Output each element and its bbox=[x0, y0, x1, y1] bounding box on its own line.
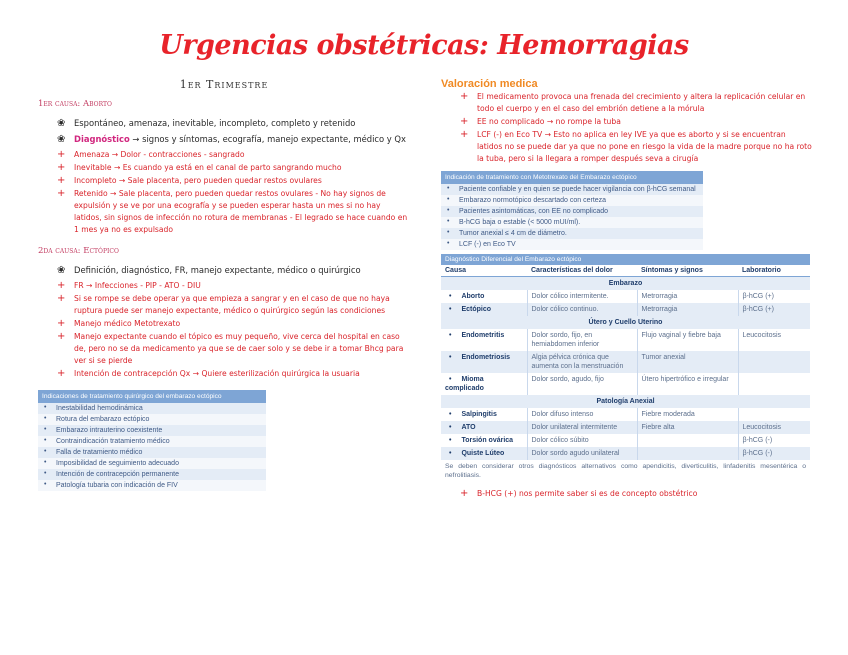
list-item: + Incompleto → Sale placenta, pero pueden quedar restos ovulares bbox=[57, 175, 322, 186]
table-note: Se deben considerar otros diagnósticos alternativos como apendicitis, diverticulitis, linfadenitis mesentérica o nefrolitiasis. bbox=[441, 460, 810, 482]
methotrexate-table bbox=[441, 171, 703, 250]
table-row: • LCF (-) en Eco TV bbox=[441, 239, 703, 250]
plus-icon: + bbox=[57, 331, 66, 342]
right-column bbox=[441, 78, 813, 501]
flower-icon: ❀ bbox=[57, 134, 66, 145]
table-row: • Contraindicación tratamiento médico bbox=[38, 436, 266, 447]
bullet-icon: • bbox=[447, 207, 450, 214]
bullet-icon: • bbox=[44, 404, 47, 411]
bullet-icon: • bbox=[449, 332, 452, 339]
table-row: • Falla de tratamiento médico bbox=[38, 447, 266, 458]
list-item: + Intención de contracepción Qx → Quiere esterilización quirúrgica la usuaria bbox=[57, 368, 360, 379]
differential-diagnosis-table bbox=[441, 254, 810, 482]
assessment-list bbox=[441, 91, 813, 165]
bullet-icon: • bbox=[449, 306, 452, 313]
column-header: Síntomas y signos bbox=[637, 265, 738, 277]
group-header: Patología Anexial bbox=[441, 395, 810, 408]
bullet-icon: • bbox=[44, 459, 47, 466]
plus-icon: + bbox=[57, 280, 66, 291]
surgical-indications-table bbox=[38, 390, 266, 491]
table-row: • Aborto Dolor cólico intermitente. Metrorragia β-hCG (+) bbox=[441, 290, 810, 303]
bullet-icon: • bbox=[447, 218, 450, 225]
table-row: • Tumor anexial ≤ 4 cm de diámetro. bbox=[441, 228, 703, 239]
list-item: + Amenaza → Dolor - contracciones - sangrado bbox=[57, 149, 245, 160]
table-row: • Pacientes asintomáticas, con EE no complicado bbox=[441, 206, 703, 217]
plus-icon: + bbox=[460, 116, 469, 127]
bullet-icon: • bbox=[449, 450, 452, 457]
diagnosis-label: Diagnóstico bbox=[74, 134, 130, 144]
final-note-list bbox=[441, 488, 813, 500]
table-header: Indicaciones de tratamiento quirúrgico del embarazo ectópico bbox=[38, 390, 266, 403]
list-item: + Manejo expectante cuando el tópico es muy pequeño, vive cerca del hospital en caso de, pero no se da medicamento ya que se de caer solo y se debe ir a tomar Bhcg para ver si se pierde bbox=[57, 331, 404, 365]
bullet-icon: • bbox=[449, 411, 452, 418]
page-title: Urgencias obstétricas: Hemorragias bbox=[159, 30, 689, 61]
list-item: ❀ Definición, diagnóstico, FR, manejo expectante, médico o quirúrgico bbox=[57, 265, 361, 276]
list-item: + B-HCG (+) nos permite saber si es de concepto obstétrico bbox=[460, 488, 698, 499]
plus-icon: + bbox=[57, 293, 66, 304]
bullet-icon: • bbox=[44, 426, 47, 433]
table-row: • Imposibilidad de seguimiento adecuado bbox=[38, 458, 266, 469]
bullet-icon: • bbox=[449, 354, 452, 361]
cause-2-heading: 2da causa: Ectópico bbox=[38, 246, 119, 256]
plus-icon: + bbox=[57, 368, 66, 379]
table-row: • Salpingitis Dolor difuso intenso Fiebre moderada bbox=[441, 408, 810, 421]
table-row: • Endometriosis Algia pélvica crónica que aumenta con la menstruación Tumor anexial bbox=[441, 351, 810, 373]
bullet-icon: • bbox=[44, 448, 47, 455]
table-row: • Quiste Lúteo Dolor sordo agudo unilateral β-hCG (-) bbox=[441, 447, 810, 460]
bullet-icon: • bbox=[449, 424, 452, 431]
cause-1-list bbox=[38, 117, 410, 236]
plus-icon: + bbox=[57, 188, 66, 199]
table-row: • Torsión ovárica Dolor cólico súbito β-hCG (-) bbox=[441, 434, 810, 447]
left-column bbox=[38, 78, 410, 491]
bullet-icon: • bbox=[44, 470, 47, 477]
list-item: + Inevitable → Es cuando ya está en el canal de parto sangrando mucho bbox=[57, 162, 342, 173]
column-header: Causa bbox=[441, 265, 527, 277]
table-row: • Embarazo intrauterino coexistente bbox=[38, 425, 266, 436]
bullet-icon: • bbox=[44, 481, 47, 488]
list-item: ❀ Espontáneo, amenaza, inevitable, incompleto, completo y retenido bbox=[57, 118, 356, 129]
list-item: + Retenido → Sale placenta, pero pueden quedar restos ovulares - No hay signos de expulsión y se ve por una ecografía y se pueden esperar hasta un mes si no hay latidos, sin signos de infección no rotura de membranas - El legrado se hace cuando en 1 mes ya no es expulsado bbox=[57, 188, 408, 234]
flower-icon: ❀ bbox=[57, 118, 66, 129]
cause-1-heading: 1er causa: Aborto bbox=[38, 99, 112, 109]
table-row: • Mioma complicado Dolor sordo, agudo, fijo Útero hipertrófico e irregular bbox=[441, 373, 810, 395]
list-item: + Manejo médico Metotrexato bbox=[57, 318, 181, 329]
group-header: Embarazo bbox=[441, 277, 810, 291]
table-row: • Rotura del embarazo ectópico bbox=[38, 414, 266, 425]
table-caption: Diagnóstico Diferencial del Embarazo ectópico bbox=[441, 254, 810, 265]
table-row: • Paciente confiable y en quien se puede hacer vigilancia con β-hCG semanal bbox=[441, 184, 703, 195]
plus-icon: + bbox=[57, 162, 66, 173]
bullet-icon: • bbox=[449, 437, 452, 444]
column-header: Características del dolor bbox=[527, 265, 637, 277]
plus-icon: + bbox=[57, 175, 66, 186]
table-row: • Embarazo normotópico descartado con certeza bbox=[441, 195, 703, 206]
table-header: Indicación de tratamiento con Metotrexato del Embarazo ectópico bbox=[441, 171, 703, 184]
table-row: • B-hCG baja o estable (< 5000 mUI/ml). bbox=[441, 217, 703, 228]
plus-icon: + bbox=[460, 91, 469, 102]
table-row: • Inestabilidad hemodinámica bbox=[38, 403, 266, 414]
table-row: • Intención de contracepción permanente bbox=[38, 469, 266, 480]
plus-icon: + bbox=[460, 488, 469, 499]
bullet-icon: • bbox=[449, 376, 452, 383]
bullet-icon: • bbox=[449, 293, 452, 300]
list-item: + EE no complicado → no rompe la tuba bbox=[460, 116, 621, 127]
bullet-icon: • bbox=[447, 229, 450, 236]
list-item: + Si se rompe se debe operar ya que empieza a sangrar y en el caso de que no haya ruptura puede ser manejo expectante, médico o quirúrgico según las condiciones bbox=[57, 293, 390, 315]
plus-icon: + bbox=[57, 149, 66, 160]
table-row: • Ectópico Dolor cólico continuo. Metrorragia β-hCG (+) bbox=[441, 303, 810, 316]
table-row: • Endometritis Dolor sordo, fijo, en hemiabdomen inferior Flujo vaginal y fiebre baja Leucocitosis bbox=[441, 329, 810, 351]
table-row: • Patología tubaria con indicación de FIV bbox=[38, 480, 266, 491]
list-item: + El medicamento provoca una frenada del crecimiento y altera la replicación celular en todo el cuerpo y en el caso del embrión detiene a la mórula bbox=[460, 91, 806, 113]
cause-2-list bbox=[38, 264, 410, 380]
bullet-icon: • bbox=[447, 240, 450, 247]
plus-icon: + bbox=[460, 129, 469, 140]
medical-assessment-heading: Valoración medica bbox=[441, 78, 538, 90]
bullet-icon: • bbox=[44, 437, 47, 444]
table-row: • ATO Dolor unilateral intermitente Fiebre alta Leucocitosis bbox=[441, 421, 810, 434]
list-item: + LCF (-) en Eco TV → Esto no aplica en ley IVE ya que es aborto y si se encuentran latidos no se puede dar ya que no pone en riesgo la vida de la madre porque no ha roto la tuba, pero si la llegara a romper después seva a cirugía bbox=[460, 129, 812, 163]
plus-icon: + bbox=[57, 318, 66, 329]
bullet-icon: • bbox=[447, 185, 450, 192]
flower-icon: ❀ bbox=[57, 265, 66, 276]
bullet-icon: • bbox=[447, 196, 450, 203]
column-header: Laboratorio bbox=[738, 265, 810, 277]
trimester-heading: 1er Trimestre bbox=[179, 78, 269, 91]
list-item: + FR → Infecciones - PIP - ATO - DIU bbox=[57, 280, 201, 291]
group-header: Útero y Cuello Uterino bbox=[441, 316, 810, 329]
bullet-icon: • bbox=[44, 415, 47, 422]
list-item: ❀ Diagnóstico → signos y síntomas, ecografía, manejo expectante, médico y Qx bbox=[57, 134, 406, 145]
